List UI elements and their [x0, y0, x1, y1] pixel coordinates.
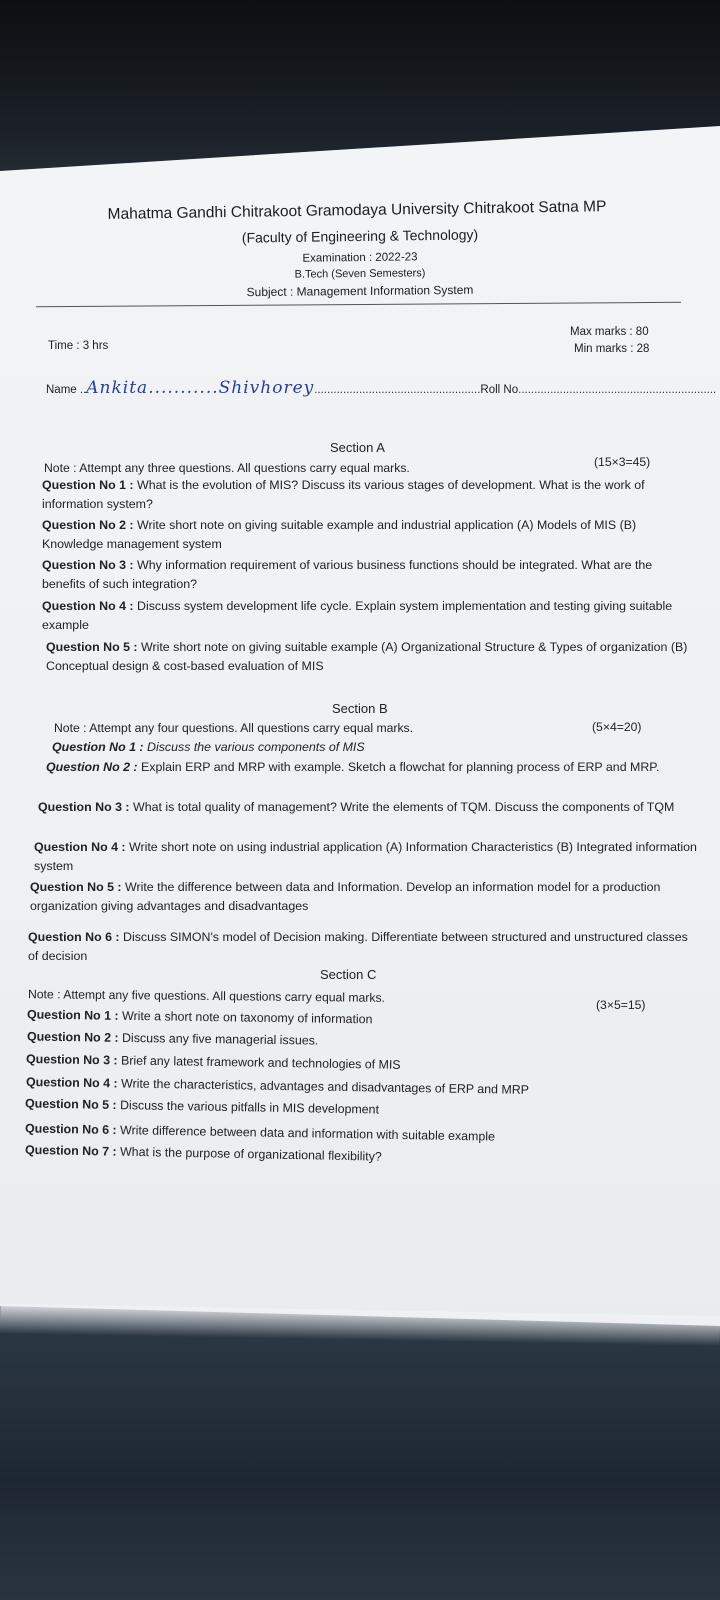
question-label: Question No 5 : [30, 880, 122, 894]
question-label: Question No 5 : [24, 1096, 117, 1113]
question-label: Question No 3 : [42, 558, 134, 572]
question-text: Write short note on giving suitable example and industrial application (A) Models of MIS (B) Knowledge management system [42, 518, 637, 551]
section-b-question-1 [52, 738, 692, 757]
question-label: Question No 3 : [38, 800, 130, 814]
max-marks: Max marks : 80 [570, 326, 649, 338]
section-b-question-6 [28, 928, 700, 966]
candidate-name: Ankita...........Shivhorey [86, 378, 315, 398]
examination-year: Examination : 2022-23 [302, 251, 418, 265]
section-a-marks: (15×3=45) [594, 455, 651, 469]
name-dots: .................................................... [314, 384, 481, 396]
question-label: Question No 5 : [46, 640, 138, 654]
roll-dots: .............................................................. [518, 384, 717, 396]
question-label: Question No 4 : [42, 599, 134, 613]
section-b-question-4 [34, 838, 700, 876]
question-text: Write short note on giving suitable example (A) Organizational Structure & Types of organization (B) Conceptual design & cost-based evaluation of MIS [46, 640, 688, 673]
section-b-question-5 [30, 878, 700, 916]
question-text: Write difference between data and information with suitable example [119, 1123, 496, 1144]
program-name: B.Tech (Seven Semesters) [294, 267, 426, 281]
section-c-title: Section C [320, 967, 377, 982]
question-text: Write a short note on taxonomy of information [121, 1008, 373, 1027]
section-b-question-2 [46, 758, 686, 777]
section-b-marks: (5×4=20) [592, 720, 642, 734]
question-label: Question No 4 : [25, 1074, 118, 1091]
question-text: Discuss the various pitfalls in MIS development [119, 1098, 380, 1117]
subject-name: Subject : Management Information System [246, 282, 474, 300]
section-a-question-3 [42, 556, 692, 594]
section-b-question-3 [38, 798, 698, 817]
question-text: Discuss the various components of MIS [147, 740, 365, 754]
question-label: Question No 2 : [26, 1029, 119, 1045]
section-c-marks: (3×5=15) [596, 998, 646, 1012]
question-text: What is the evolution of MIS? Discuss its various stages of development. What is the work of information system? [42, 478, 645, 511]
time-allowed: Time : 3 hrs [48, 340, 109, 352]
faculty-title: (Faculty of Engineering & Technology) [241, 226, 479, 246]
question-text: Discuss system development life cycle. Explain system implementation and testing giving suitable example [42, 599, 673, 632]
question-label: Question No 1 : [26, 1007, 119, 1023]
university-title: Mahatma Gandhi Chitrakoot Gramodaya University Chitrakoot Satna MP [107, 198, 607, 223]
question-text: Write short note on using industrial application (A) Information Characteristics (B) Integrated information system [34, 840, 697, 873]
question-text: Write the characteristics, advantages and disadvantages of ERP and MRP [120, 1076, 530, 1097]
question-label: Question No 2 : [42, 518, 134, 532]
question-label: Question No 1 : [42, 478, 134, 492]
section-b-note: Note : Attempt any four questions. All questions carry equal marks. [54, 721, 414, 735]
question-text: Write the difference between data and Information. Develop an information model for a production organization giving advantages and disadvantages [30, 880, 661, 913]
question-text: Discuss any five managerial issues. [121, 1030, 319, 1048]
name-line [46, 378, 716, 398]
question-text: What is the purpose of organizational flexibility? [119, 1144, 382, 1164]
question-text: Why information requirement of various business functions should be integrated. What are the benefits of such integration? [42, 558, 653, 591]
min-marks: Min marks : 28 [574, 343, 650, 355]
question-text: Explain ERP and MRP with example. Sketch a flowchat for planning process of ERP and MRP. [141, 760, 660, 774]
question-label: Question No 3 : [25, 1051, 118, 1068]
header-divider [36, 302, 681, 308]
section-a-note: Note : Attempt any three questions. All questions carry equal marks. [44, 461, 410, 475]
question-text: Brief any latest framework and technologies of MIS [120, 1053, 401, 1072]
section-a-question-2 [42, 516, 692, 554]
question-label: Question No 6 : [24, 1121, 117, 1138]
question-label: Question No 6 : [28, 930, 120, 944]
section-c-note: Note : Attempt any five questions. All questions carry equal marks. [27, 987, 386, 1005]
section-a-question-4 [42, 597, 692, 635]
question-text: What is total quality of management? Write the elements of TQM. Discuss the components of TQM [133, 800, 675, 814]
roll-label: Roll No [480, 384, 519, 396]
section-a-question-1 [42, 476, 692, 514]
section-b-title: Section B [332, 701, 388, 716]
section-a-title: Section A [330, 440, 385, 455]
section-a-question-5 [46, 638, 690, 676]
question-label: Question No 1 : [52, 740, 144, 754]
name-label: Name .. [46, 384, 87, 396]
question-label: Question No 2 : [46, 760, 138, 774]
question-label: Question No 7 : [24, 1142, 117, 1159]
question-text: Discuss SIMON's model of Decision making. Differentiate between structured and unstructured classes of decision [28, 930, 688, 963]
question-label: Question No 4 : [34, 840, 126, 854]
